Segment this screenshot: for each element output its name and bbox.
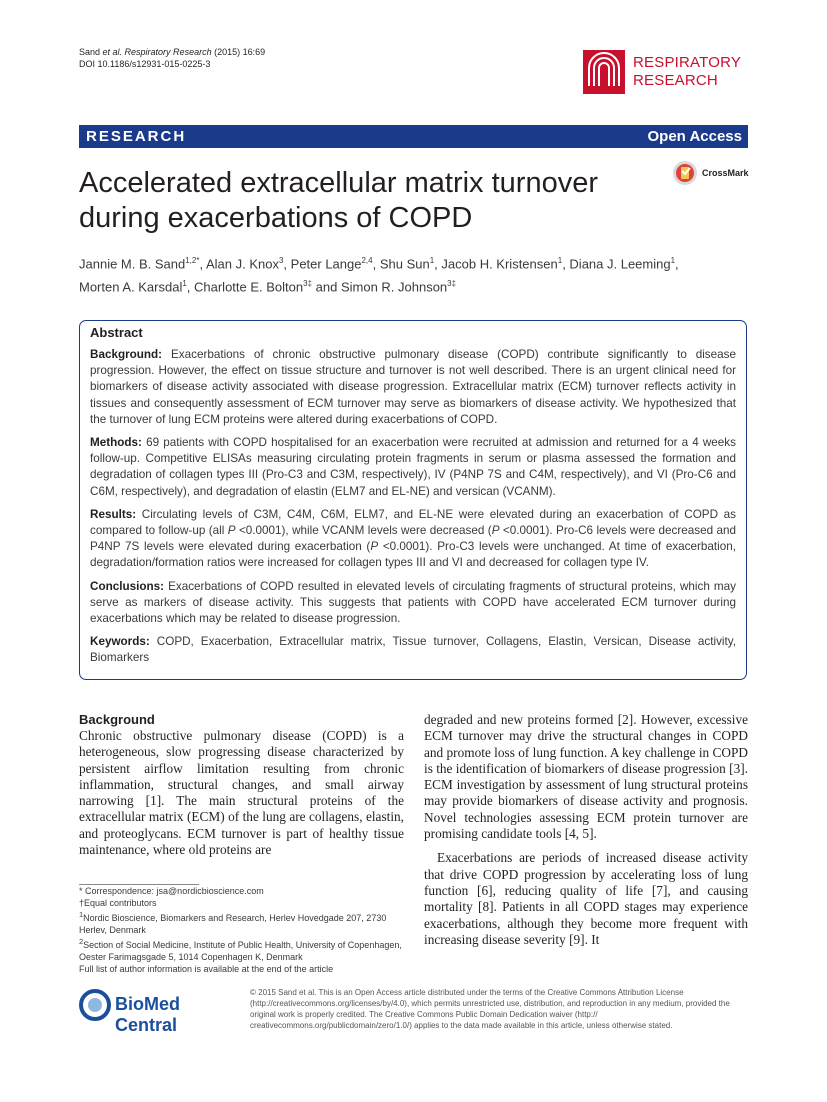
equal-contributors: †Equal contributors bbox=[79, 897, 157, 908]
journal-logo bbox=[583, 50, 783, 94]
doi: DOI 10.1186/s12931-015-0225-3 bbox=[79, 59, 211, 69]
background-heading: Background bbox=[79, 712, 155, 727]
abstract-methods: Methods: 69 patients with COPD hospitalised for an exacerbation were recruited at admission and returned for a 4 weeks follow-up. Competitive ELISAs measuring circulating protein fragments in serum or plasma assessed the formation and degradation of collagen types III (Pro-C3 and C3M, respectively), IV (P4NP 7S and C4M, respectively), and VI (Pro-C6 and C6M, respectively), and degradation of elastin (ELM7 and EL-NE) and versican (VCANM). bbox=[90, 436, 736, 498]
abstract-conclusions: Conclusions: Exacerbations of COPD resulted in elevated levels of circulating fragments of structural proteins, which may serve as markers of disease activity. This suggests that patients with COPD have accelerated ECM turnover during exacerbations which may be related to disease progression. bbox=[90, 579, 736, 626]
article-type-label: RESEARCH bbox=[86, 128, 187, 145]
abstract-heading: Abstract bbox=[90, 325, 143, 340]
article-type-bar bbox=[79, 125, 748, 148]
open-access-label: Open Access bbox=[647, 128, 742, 145]
crossmark-icon bbox=[672, 160, 698, 186]
license-statement: © 2015 Sand et al. This is an Open Access article distributed under the terms of the Creative Commons Attribution License (http://creativecommons.org/licenses/by/4.0), which permits unrestricted use, distribution, and reproduction in any medium, provided the original work is properly credited. The Creative Commons Public Domain Dedication waiver (http:// creativecommons.org/publicdomain/zero/1.0/) applies to the data made available in this article, unless otherwise stated. bbox=[250, 988, 730, 1030]
footnote-divider bbox=[79, 884, 199, 885]
body-paragraph: degraded and new proteins formed [2]. However, excessive ECM turnover may drive the structural changes in COPD and promote loss of lung function. A key challenge in COPD is the identification of biomarkers of disease progression [3]. ECM investigation by assessment of lung structural proteins may provide biomarkers of disease activity and prognosis. Novel technologies assessing ECM protein turnover are promising candidate tools [4, 5]. bbox=[424, 712, 748, 842]
abstract-keywords: Keywords: COPD, Exacerbation, Extracellular matrix, Tissue turnover, Collagens, Elastin, Versican, Disease activity, Biomarkers bbox=[90, 635, 736, 665]
body-paragraph: Chronic obstructive pulmonary disease (COPD) is a heterogeneous, slow progressing disease characterized by persistent airflow limitation resulting from chronic inflammation, structural changes, and small airway narrowing [1]. The main structural proteins of the extracellular matrix (ECM) of the lung are collagens, elastin, and proteoglycans. ECM turnover is part of healthy tissue maintenance, where old proteins are bbox=[79, 728, 404, 858]
crossmark-badge[interactable]: CrossMark bbox=[672, 160, 752, 188]
article-citation: Sand et al. Respiratory Research (2015) 16:69 DOI 10.1186/s12931-015-0225-3 bbox=[79, 47, 266, 69]
footnotes bbox=[79, 886, 404, 975]
body-left-column bbox=[79, 712, 404, 858]
abstract-results: Results: Circulating levels of C3M, C4M, C6M, ELM7, and EL-NE were elevated during an exacerbation of COPD as compared to follow-up (all P <0.0001), while VCANM levels were decreased (P <0.0001). Pro-C6 levels were decreased and P4NP 7S levels were elevated during exacerbation (P <0.0001). Pro-C3 levels were unchanged. At time of exacerbation, degradation/formation ratios were increased for collagen types III and VI and decreased for collagen type IV. bbox=[90, 507, 736, 570]
correspondence: * Correspondence: jsa@nordicbioscience.com bbox=[79, 886, 264, 896]
affiliation-1: $^1$Nordic Bioscience, Biomarkers and Research, Herlev Hovedgade 207, 2730 Herlev, Denmark bbox=[79, 910, 387, 935]
abstract-box bbox=[79, 320, 747, 680]
journal-name: RESPIRATORY RESEARCH bbox=[633, 54, 742, 89]
biomed-central-icon bbox=[79, 989, 111, 1021]
journal-logo-icon bbox=[583, 50, 625, 94]
author-info-note: Full list of author information is available at the end of the article bbox=[79, 963, 334, 974]
body-right-column bbox=[424, 712, 748, 948]
affiliation-2: $^2$Section of Social Medicine, Institute of Public Health, University of Copenhagen, Oester Farimagsgade 5, 1014 Copenhagen K, Denmark bbox=[79, 937, 402, 962]
article-title: Accelerated extracellular matrix turnover during exacerbations of COPD bbox=[79, 167, 598, 234]
publisher-logo: BioMed Central bbox=[79, 989, 239, 1023]
author-list: Jannie M. B. Sand$^{1,2*}$, Alan J. Knox$^3$, Peter Lange$^{2,4}$, Shu Sun$^1$, Jacob H. Kristensen$^1$, Diana J. Leeming$^1$, Morten A. Karsdal$^1$, Charlotte E. Bolton$^{3\ddagger}$ and Simon R. Johnson$^{3\ddagger}$ bbox=[79, 256, 679, 295]
abstract-background: Background: Exacerbations of chronic obstructive pulmonary disease (COPD) contribute significantly to disease progression. However, the effect on tissue structure and turnover is not well described. There is an urgent clinical need for biomarkers of disease activity associated with disease progression. Extracellular matrix (ECM) turnover reflects activity in tissues and consequently assessment of ECM turnover may serve as biomarkers of disease activity. We hypothesized that the turnover of lung ECM proteins were altered during exacerbations of COPD. bbox=[90, 348, 736, 426]
body-paragraph: Exacerbations are periods of increased disease activity that drive COPD progression by accelerating loss of lung function [6], reducing quality of life [7], and causing mortality [8]. Patients in all COPD stages may experience exacerbations, although they become more frequent with increasing disease severity [9]. It bbox=[424, 850, 748, 947]
